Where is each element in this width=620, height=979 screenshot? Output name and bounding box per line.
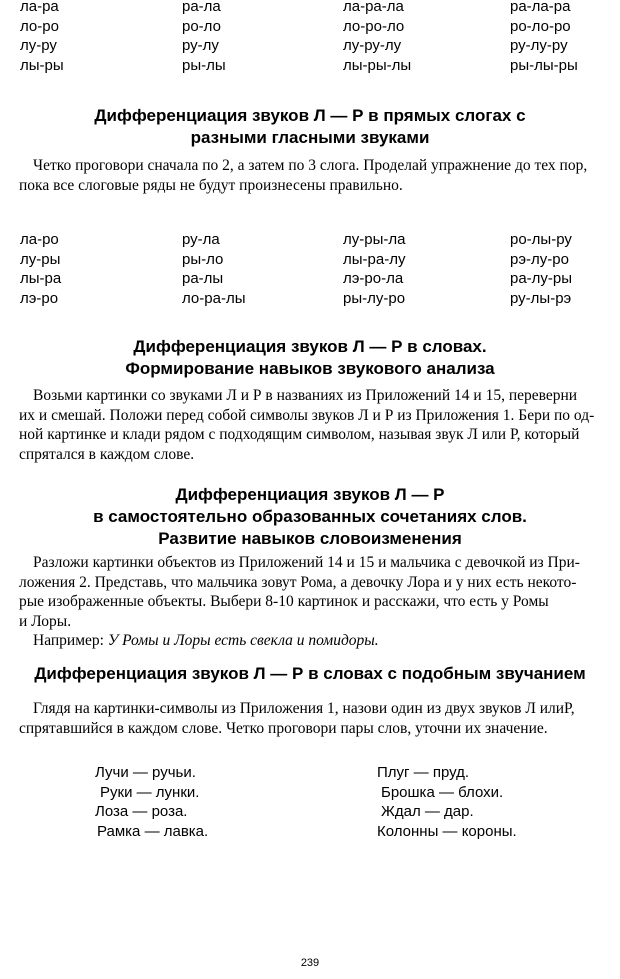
table-row xyxy=(0,18,620,38)
syllable-cell: ру-лы-рэ xyxy=(510,289,572,307)
word-pair: Лоза — роза. xyxy=(95,803,188,821)
word-pair: Руки — лунки. xyxy=(100,783,200,801)
paragraph-line: Глядя на картинки-символы из Приложения 1, назови один из двух звуков Л илиР, xyxy=(33,700,575,717)
syllable-cell: ры-ло xyxy=(182,250,224,268)
syllable-cell: рэ-лу-ро xyxy=(510,250,569,268)
syllable-cell: лы-ра-лу xyxy=(343,250,406,268)
table-row xyxy=(0,57,620,77)
syllable-cell: лу-ры-ла xyxy=(343,231,406,248)
syllable-cell: ро-ло xyxy=(182,17,221,35)
section-heading xyxy=(0,663,620,685)
syllable-cell: ра-лу-ры xyxy=(510,270,573,287)
syllable-cell: лэ-ро xyxy=(20,289,59,307)
syllable-cell: лы-ры xyxy=(20,56,64,74)
section-heading xyxy=(0,484,620,550)
paragraph-line: Четко проговори сначала по 2, а затем по 3 слога. Проделай упражнение до тех пор, xyxy=(33,157,588,174)
syllable-cell: ла-ро xyxy=(20,231,59,248)
list-item xyxy=(0,823,620,843)
syllable-cell: ро-ло-ро xyxy=(510,17,571,35)
syllable-table-top xyxy=(0,0,620,76)
paragraph-line: спрятался в каждом слове. xyxy=(19,445,195,463)
syllable-cell: ру-ла xyxy=(182,231,220,248)
syllable-cell: ру-лу-ру xyxy=(510,37,568,54)
syllable-cell: ру-лу xyxy=(182,37,219,54)
syllable-cell: ро-лы-ру xyxy=(510,231,572,248)
heading-line: Дифференциация звуков Л — Р в словах с подобным звучанием xyxy=(34,664,586,683)
word-pair: Лучи — ручьи. xyxy=(95,764,196,781)
syllable-cell: ло-ро-ло xyxy=(343,17,405,35)
syllable-cell: лы-ры-лы xyxy=(343,56,412,74)
section-paragraph xyxy=(19,386,603,464)
heading-line: Дифференциация звуков Л — Р в прямых слогах с xyxy=(94,106,526,125)
example-label: Например: xyxy=(33,632,104,649)
table-row xyxy=(0,251,620,271)
paragraph-line: их и смешай. Положи перед собой символы звуков Л и Р из Приложения 1. Бери по од- xyxy=(19,406,595,424)
syllable-table-middle xyxy=(0,231,620,309)
paragraph-line: спрятавшийся в каждом слове. Четко проговори пары слов, уточни их значение. xyxy=(19,719,548,737)
section-paragraph xyxy=(19,156,603,195)
paragraph-line: ложения 2. Представь, что мальчика зовут Рома, а девочку Лора и у них есть некото- xyxy=(19,573,577,591)
syllable-cell: лу-ру-лу xyxy=(343,37,402,54)
syllable-cell: ры-лы xyxy=(182,56,226,74)
table-row xyxy=(0,231,620,251)
syllable-cell: ры-лу-ро xyxy=(343,289,406,307)
syllable-cell: лу-ры xyxy=(20,250,61,268)
heading-line: разными гласными звуками xyxy=(190,128,430,147)
paragraph-line: и Лоры. xyxy=(19,612,72,630)
syllable-cell: лы-ра xyxy=(20,270,62,287)
syllable-cell: лу-ру xyxy=(20,37,57,54)
word-pair: Рамка — лавка. xyxy=(97,823,209,841)
heading-line: Развитие навыков словоизменения xyxy=(158,529,462,548)
word-pair: Ждал — дар. xyxy=(381,803,474,821)
table-row xyxy=(0,37,620,57)
table-row xyxy=(0,270,620,290)
paragraph-line: ной картинке и клади рядом с подходящим символом, называя звук Л или Р, который xyxy=(19,426,580,443)
syllable-cell: лэ-ро-ла xyxy=(343,270,404,287)
list-item xyxy=(0,803,620,823)
table-row xyxy=(0,0,620,18)
heading-line: Формирование навыков звукового анализа xyxy=(125,359,495,378)
syllable-cell: ла-ра-ла xyxy=(343,0,404,15)
table-row xyxy=(0,290,620,310)
syllable-cell: ла-ра xyxy=(20,0,59,15)
heading-line: в самостоятельно образованных сочетаниях слов. xyxy=(93,507,527,526)
syllable-cell: ло-ра-лы xyxy=(182,289,246,307)
syllable-cell: ра-лы xyxy=(182,270,224,287)
page-number: 239 xyxy=(300,957,320,969)
paragraph-line: пока все слоговые ряды не будут произнесены правильно. xyxy=(19,176,403,194)
heading-line: Дифференциация звуков Л — Р в словах. xyxy=(133,337,487,356)
list-item xyxy=(0,784,620,804)
word-pairs-list xyxy=(0,764,620,843)
paragraph-line: Возьми картинки со звуками Л и Р в названиях из Приложений 14 и 15, переверни xyxy=(33,387,578,404)
example-line xyxy=(19,631,603,651)
syllable-cell: ры-лы-ры xyxy=(510,56,578,74)
word-pair: Плуг — пруд. xyxy=(377,764,470,781)
section-paragraph xyxy=(19,699,603,738)
section-heading xyxy=(0,105,620,149)
section-paragraph xyxy=(19,553,603,651)
heading-line: Дифференциация звуков Л — Р xyxy=(175,485,445,504)
example-text: У Ромы и Лоры есть свекла и помидоры. xyxy=(107,632,379,649)
paragraph-line: Разложи картинки объектов из Приложений 14 и 15 и мальчика с девочкой из При- xyxy=(33,554,580,571)
word-pair: Колонны — короны. xyxy=(377,823,517,841)
syllable-cell: ра-ла xyxy=(182,0,221,15)
paragraph-line: рые изображенные объекты. Выбери 8-10 картинок и расскажи, что есть у Ромы xyxy=(19,593,549,610)
syllable-cell: ра-ла-ра xyxy=(510,0,571,15)
word-pair: Брошка — блохи. xyxy=(381,783,504,801)
syllable-cell: ло-ро xyxy=(20,17,59,35)
list-item xyxy=(0,764,620,784)
section-heading xyxy=(0,336,620,380)
